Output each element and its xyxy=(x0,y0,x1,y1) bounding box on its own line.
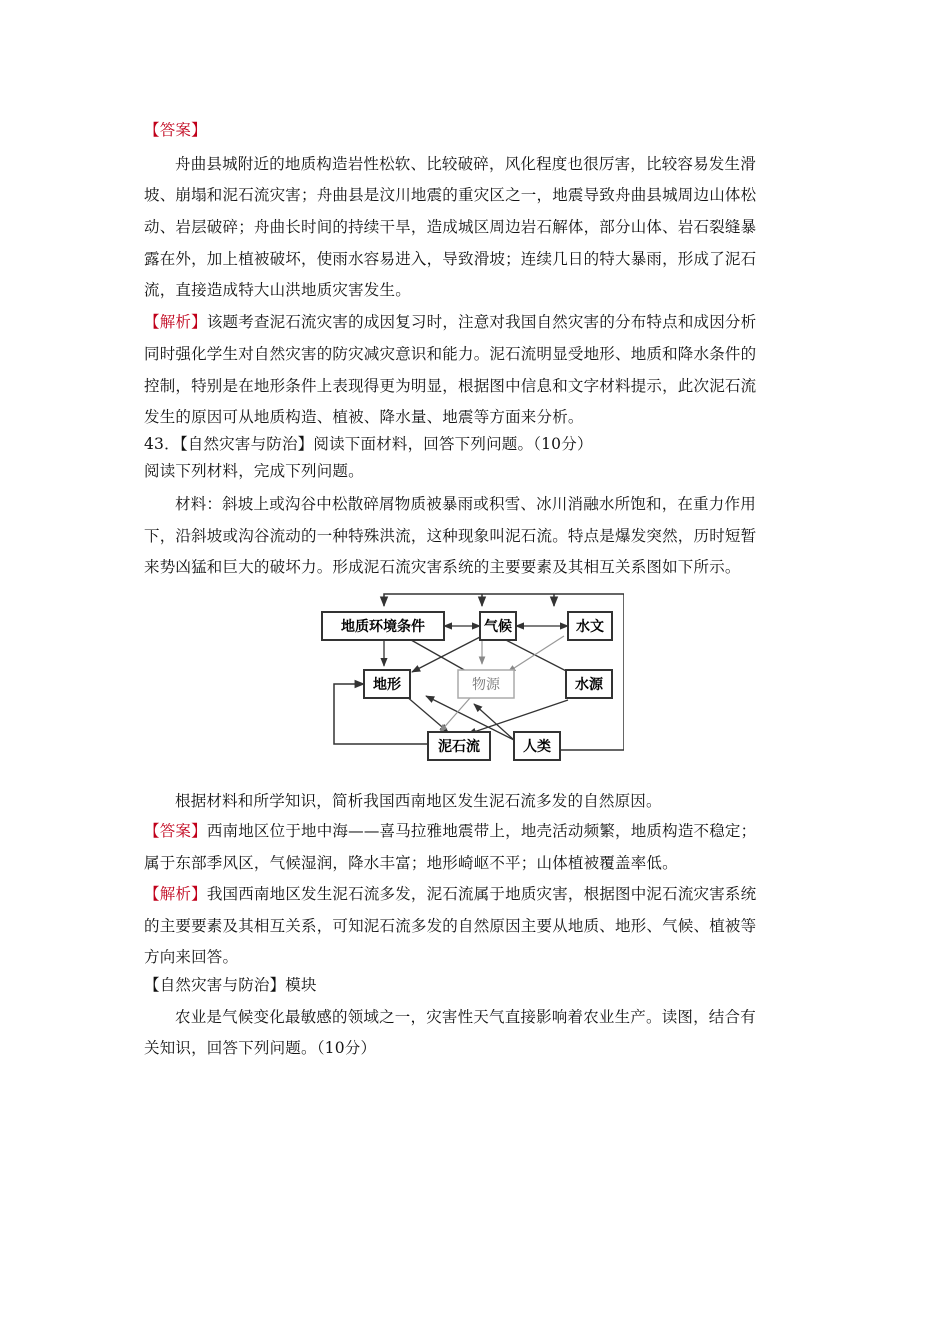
answer-tag-1: 【答案】 xyxy=(144,121,207,139)
question-43-instruction: 阅读下列材料，完成下列问题。 xyxy=(144,462,364,480)
debris-flow-system-diagram xyxy=(320,592,624,768)
analysis-line-2-2: 的主要要素及其相互关系，可知泥石流多发的自然原因主要从地质、地形、气候、植被等 xyxy=(144,917,757,935)
answer-paragraph-2 xyxy=(144,821,756,841)
material-line-3: 来势凶猛和巨大的破坏力。形成泥石流灾害系统的主要要素及其相互关系图如下所示。 xyxy=(144,558,741,576)
analysis-first-1: 该题考查泥石流灾害的成因复习时，注意对我国自然灾害的分布特点和成因分析 xyxy=(206,313,757,331)
node-geo xyxy=(322,612,444,640)
question-43-title: 43．【自然灾害与防治】阅读下面材料，回答下列问题。（10分） xyxy=(144,435,593,453)
node-human-label: 人类 xyxy=(523,739,551,755)
answer-tag-2: 【答案】 xyxy=(144,822,207,840)
answer-line-3: 动、岩层破碎；舟曲长时间的持续干旱，造成城区周边岩石解体，部分山体、岩石裂缝暴 xyxy=(144,218,757,236)
analysis-line-2: 同时强化学生对自然灾害的防灾减灾意识和能力。泥石流明显受地形、地质和降水条件的 xyxy=(144,345,757,363)
module-line-1: 农业是气候变化最敏感的领域之一，灾害性天气直接影响着农业生产。读图，结合有 xyxy=(175,1008,756,1026)
module-line-2: 关知识，回答下列问题。（10分） xyxy=(144,1039,377,1057)
answer-first-2: 西南地区位于地中海——喜马拉雅地震带上，地壳活动频繁，地质构造不稳定； xyxy=(206,822,757,840)
node-terrain-label: 地形 xyxy=(373,677,401,693)
analysis-first-2: 我国西南地区发生泥石流多发，泥石流属于地质灾害，根据图中泥石流灾害系统 xyxy=(206,885,757,903)
analysis-tag-2: 【解析】 xyxy=(144,885,207,903)
node-climate-label: 气候 xyxy=(484,619,512,635)
material-line-1: 材料：斜坡上或沟谷中松散碎屑物质被暴雨或积雪、冰川消融水所饱和，在重力作用 xyxy=(175,495,756,513)
analysis-tag-1: 【解析】 xyxy=(144,313,207,331)
node-geo-label: 地质环境条件 xyxy=(341,619,425,635)
analysis-line-2-3: 方向来回答。 xyxy=(144,948,239,966)
node-water-label: 水源 xyxy=(575,677,603,693)
node-climate xyxy=(480,612,516,640)
answer-line-4: 露在外，加上植被破坏，使雨水容易进入，导致滑坡；连续几日的特大暴雨，形成了泥石 xyxy=(144,250,757,268)
analysis-line-4: 发生的原因可从地质构造、植被、降水量、地震等方面来分析。 xyxy=(144,408,584,426)
answer-line-2: 坡、崩塌和泥石流灾害；舟曲县是汶川地震的重灾区之一，地震导致舟曲县城周边山体松 xyxy=(144,186,757,204)
node-material xyxy=(458,670,514,698)
answer-line-2-2: 属于东部季风区，气候湿润，降水丰富；地形崎岖不平；山体植被覆盖率低。 xyxy=(144,854,678,872)
answer-line-5: 流，直接造成特大山洪地质灾害发生。 xyxy=(144,281,411,299)
node-debris-label: 泥石流 xyxy=(438,739,480,755)
analysis-line-3: 控制，特别是在地形条件上表现得更为明显，根据图中信息和文字材料提示，此次泥石流 xyxy=(144,377,757,395)
node-debris xyxy=(428,732,490,760)
node-water xyxy=(566,670,612,698)
node-hydro xyxy=(568,612,612,640)
node-hydro-label: 水文 xyxy=(576,619,604,635)
question-43-prompt: 根据材料和所学知识，简析我国西南地区发生泥石流多发的自然原因。 xyxy=(175,792,662,810)
analysis-paragraph-1 xyxy=(144,312,756,332)
node-terrain xyxy=(364,670,410,698)
node-human xyxy=(514,732,560,760)
module-title: 【自然灾害与防治】模块 xyxy=(144,976,317,994)
answer-line-1: 舟曲县城附近的地质构造岩性松软、比较破碎，风化程度也很厉害，比较容易发生滑 xyxy=(175,155,756,173)
analysis-paragraph-2 xyxy=(144,884,756,904)
diagram-svg xyxy=(320,592,624,768)
node-material-label: 物源 xyxy=(472,677,500,693)
material-line-2: 下，沿斜坡或沟谷流动的一种特殊洪流，这种现象叫泥石流。特点是爆发突然，历时短暂 xyxy=(144,527,757,545)
